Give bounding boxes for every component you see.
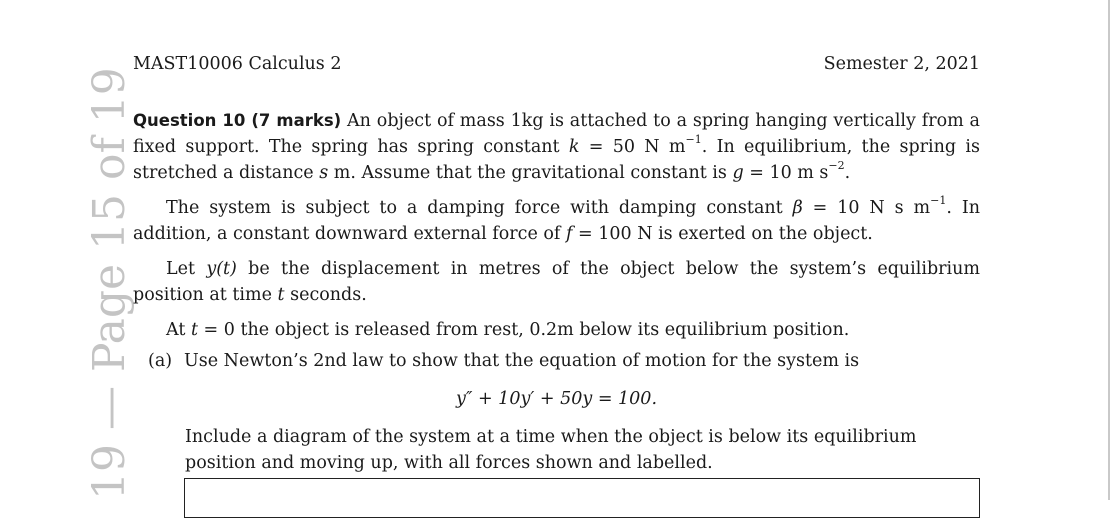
math-var: t: [190, 320, 198, 340]
page-side-stamp: 19 — Page 15 of 19: [84, 67, 135, 500]
text-run: be the displacement in metres of the object below the system’s equilibrium position at time: [133, 259, 980, 305]
text-run: = 100 N is exerted on the object.: [572, 224, 873, 244]
exponent: −1: [685, 133, 702, 147]
question-paragraph-2: [133, 195, 980, 247]
text-run: . In addition, a constant downward external force of: [133, 198, 981, 244]
math-var: g: [732, 163, 744, 183]
math-var: y(t): [206, 259, 237, 279]
part-a-text: Use Newton’s 2nd law to show that the equation of motion for the system is: [184, 351, 860, 371]
question-body: [133, 108, 980, 343]
text-run: . In equilibrium, the spring is stretched a distance: [133, 137, 980, 183]
exponent: −1: [930, 194, 947, 208]
text-run: At: [166, 320, 191, 340]
equation-of-motion: y″ + 10y′ + 50y = 100.: [455, 389, 658, 409]
text-run: = 10 N s m: [802, 198, 931, 218]
math-var: β: [792, 198, 803, 218]
math-var: f: [565, 224, 573, 244]
text-run: An object of mass 1kg is attached to a spring hanging vertically from a fixed support. The spring has spring constant: [133, 111, 980, 157]
question-label: Question 10 (7 marks): [133, 111, 342, 130]
text-run: = 10 m s: [743, 163, 829, 183]
question-paragraph-1: [133, 108, 980, 186]
answer-box[interactable]: [184, 478, 980, 518]
course-title: MAST10006 Calculus 2: [133, 54, 342, 74]
text-run: seconds.: [284, 285, 367, 305]
math-var: k: [568, 137, 580, 157]
part-a-label: (a): [148, 351, 173, 371]
text-run: = 50 N m: [579, 137, 686, 157]
text-run: The system is subject to a damping force with damping constant: [166, 198, 793, 218]
math-var: t: [277, 285, 285, 305]
semester-label: Semester 2, 2021: [823, 54, 980, 74]
exponent: −2: [828, 159, 845, 173]
text-run: m. Assume that the gravitational constant is: [328, 163, 733, 183]
part-a-prompt: [148, 348, 859, 374]
text-run: .: [844, 163, 851, 183]
text-run: = 0 the object is released from rest, 0.2m below its equilibrium position.: [197, 320, 850, 340]
question-paragraph-4: [133, 317, 980, 343]
part-a-instruction: Include a diagram of the system at a time when the object is below its equilibrium position and moving up, with all forces shown and labelled.: [185, 427, 917, 473]
question-paragraph-3: [133, 256, 980, 308]
text-run: Let: [166, 259, 207, 279]
math-var: s: [319, 163, 329, 183]
